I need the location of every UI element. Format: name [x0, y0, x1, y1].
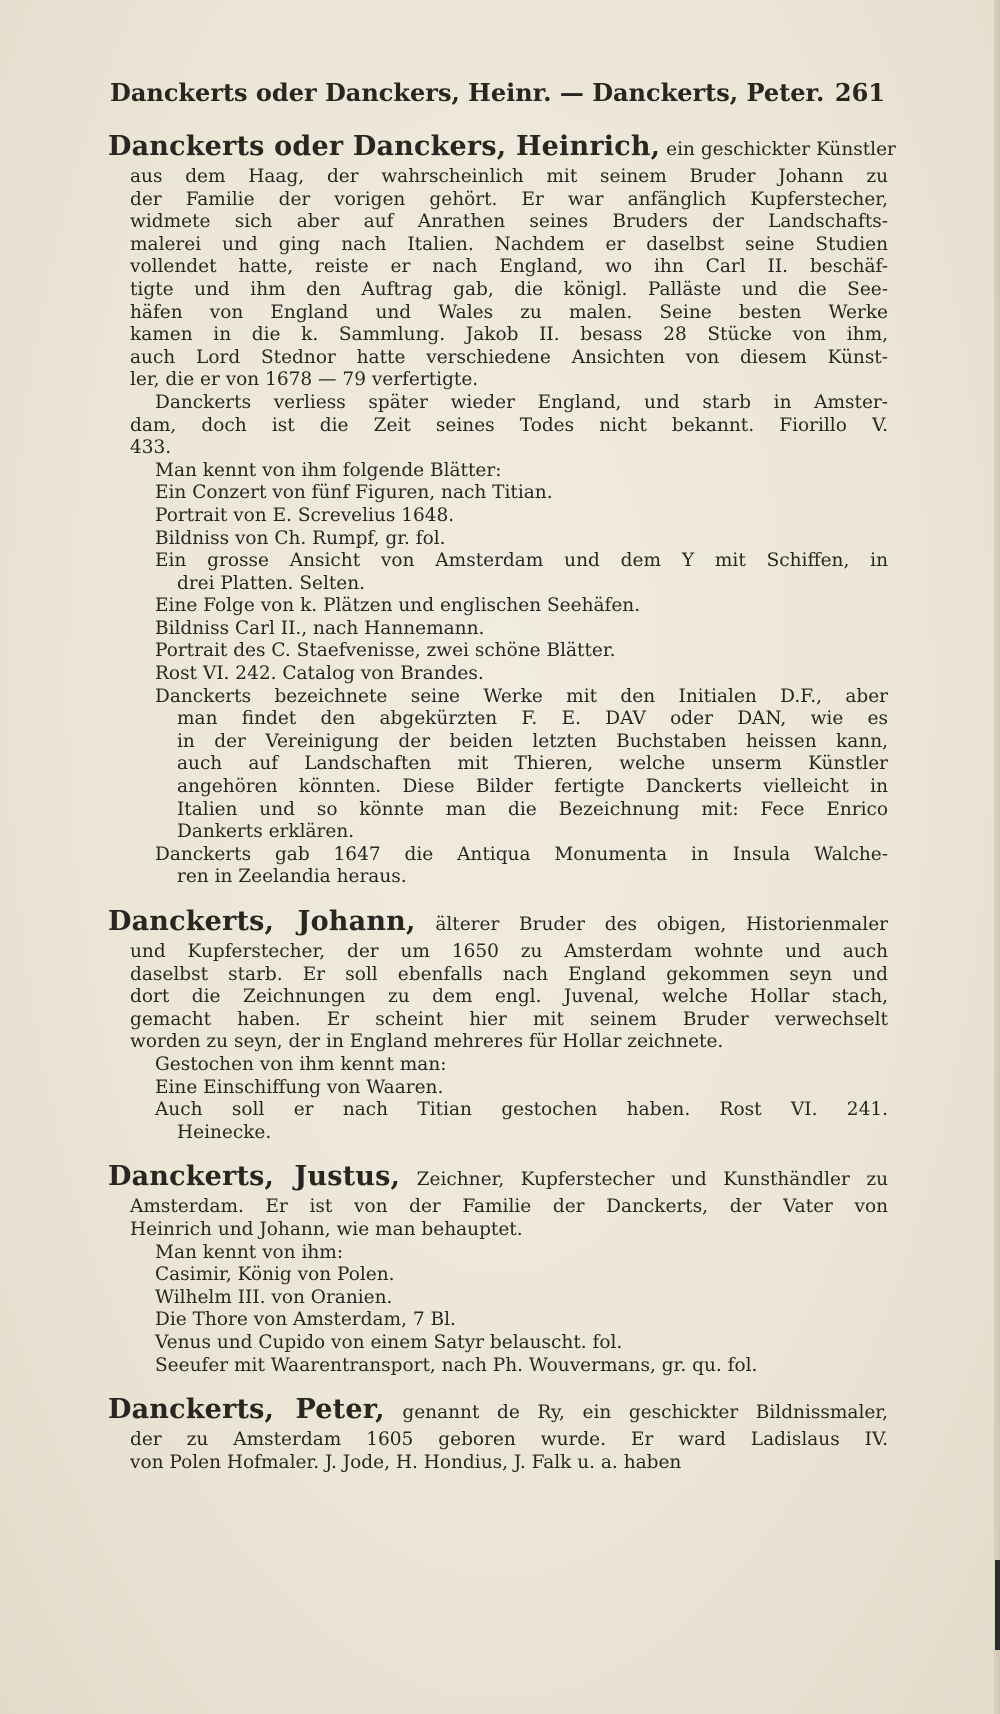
- work-line: Italien und so könnte man die Bezeichnung mit: Fece Enrico: [177, 798, 888, 820]
- text-line: dort die Zeichnungen zu dem engl. Juvenal, welche Hollar stach,: [130, 986, 888, 1008]
- running-head-title: Danckerts oder Danckers, Heinr. — Danckerts, Peter.: [110, 78, 825, 107]
- work-line: Bildniss Carl II., nach Hannemann.: [155, 617, 485, 639]
- entry: [108, 131, 896, 889]
- work-line: Dankerts erklären.: [177, 821, 355, 843]
- work-line: Seeufer mit Waarentransport, nach Ph. Wouvermans, gr. qu. fol.: [155, 1354, 758, 1376]
- text-line: gemacht haben. Er scheint hier mit seinem Bruder verwechselt: [130, 1008, 888, 1030]
- entry: [108, 907, 888, 1144]
- entry: [108, 1395, 888, 1474]
- text-line: kamen in die k. Sammlung. Jakob II. besass 28 Stücke von ihm,: [130, 324, 888, 346]
- work-line: drei Platten. Selten.: [177, 572, 366, 594]
- work-line: Venus und Cupido von einem Satyr belauscht. fol.: [155, 1331, 623, 1353]
- text-line: dam, doch ist die Zeit seines Todes nicht bekannt. Fiorillo V.: [130, 414, 888, 436]
- entry-headword: Danckerts oder Danckers, Heinrich,: [108, 131, 661, 162]
- work-line: Bildniss von Ch. Rumpf, gr. fol.: [155, 527, 446, 549]
- text-line: vollendet hatte, reiste er nach England, wo ihn Carl II. beschäf-: [130, 256, 888, 278]
- work-line: Danckerts gab 1647 die Antiqua Monumenta in Insula Walche-: [155, 843, 888, 865]
- work-line: Casimir, König von Polen.: [155, 1264, 395, 1286]
- list-intro: Man kennt von ihm folgende Blätter:: [155, 459, 502, 481]
- text-line: auch Lord Stednor hatte verschiedene Ansichten von diesem Künst-: [130, 346, 888, 368]
- text-line: aus dem Haag, der wahrscheinlich mit seinem Bruder Johann zu: [130, 166, 888, 187]
- entry-head-line: [108, 1162, 888, 1196]
- text-line: der zu Amsterdam 1605 geboren wurde. Er ward Ladislaus IV.: [130, 1429, 888, 1451]
- text-line: ler, die er von 1678 — 79 verfertigte.: [130, 369, 479, 391]
- work-line: angehören könnten. Diese Bilder fertigte Danckerts vielleicht in: [177, 776, 888, 798]
- text-line: Heinrich und Johann, wie man behauptet.: [130, 1218, 523, 1240]
- work-line: Portrait des C. Staefvenisse, zwei schöne Blätter.: [155, 640, 616, 662]
- page-number: 261: [834, 78, 885, 107]
- text-line: tigte und ihm den Auftrag gab, die königl. Palläste und die See-: [130, 278, 888, 300]
- work-line: Eine Einschiffung von Waaren.: [155, 1076, 444, 1098]
- work-line: Ein grosse Ansicht von Amsterdam und dem Y mit Schiffen, in: [155, 550, 888, 572]
- text-line: und Kupferstecher, der um 1650 zu Amsterdam wohnte und auch: [130, 941, 888, 962]
- work-line: Wilhelm III. von Oranien.: [155, 1286, 393, 1308]
- entry-head-rest: Zeichner, Kupferstecher und Kunsthändler zu: [416, 1169, 888, 1191]
- work-line: ren in Zeelandia heraus.: [177, 866, 407, 888]
- text-line: der Familie der vorigen gehört. Er war anfänglich Kupferstecher,: [130, 188, 888, 210]
- page-edge: [994, 0, 1000, 1714]
- work-line: auch auf Landschaften mit Thieren, welche unserm Künstler: [177, 753, 888, 775]
- work-line: in der Vereinigung der beiden letzten Buchstaben heissen kann,: [177, 730, 888, 752]
- entry-headword: Danckerts, Peter,: [108, 1394, 385, 1426]
- entry-headword: Danckerts, Johann,: [108, 906, 416, 937]
- work-line: man findet den abgekürzten F. E. DAV oder DAN, wie es: [177, 708, 888, 730]
- work-line: Ein Conzert von fünf Figuren, nach Titian.: [155, 482, 553, 504]
- work-line: Heinecke.: [177, 1121, 272, 1143]
- work-line: Die Thore von Amsterdam, 7 Bl.: [155, 1309, 456, 1331]
- list-intro: Man kennt von ihm:: [155, 1241, 344, 1263]
- work-line: Auch soll er nach Titian gestochen haben. Rost VI. 241.: [155, 1099, 888, 1121]
- text-block: [108, 131, 896, 1492]
- edge-mark: [995, 1560, 1000, 1650]
- entry-head-line: [108, 907, 888, 941]
- text-line: Danckerts verliess später wieder England, und starb in Amster-: [155, 391, 888, 413]
- entry-headword: Danckerts, Justus,: [108, 1161, 401, 1193]
- work-line: Eine Folge von k. Plätzen und englischen Seehäfen.: [155, 595, 641, 617]
- work-line: Danckerts bezeichnete seine Werke mit den Initialen D.F., aber: [155, 685, 888, 707]
- text-line: widmete sich aber auf Anrathen seines Bruders der Landschafts-: [130, 211, 888, 233]
- entry-head-line: [108, 131, 896, 166]
- entry-head-rest: genannt de Ry, ein geschickter Bildnissmaler,: [402, 1402, 888, 1424]
- entry-head-rest: ein geschickter Künstler: [666, 139, 896, 160]
- text-line: häfen von England und Wales zu malen. Seine besten Werke: [130, 301, 888, 323]
- text-line: von Polen Hofmaler. J. Jode, H. Hondius, J. Falk u. a. haben: [130, 1451, 682, 1473]
- work-line: Portrait von E. Screvelius 1648.: [155, 504, 455, 526]
- entry-head-line: [108, 1395, 888, 1429]
- list-intro: Gestochen von ihm kennt man:: [155, 1053, 447, 1075]
- text-line: 433.: [130, 437, 172, 459]
- text-line: daselbst starb. Er soll ebenfalls nach England gekommen seyn und: [130, 963, 888, 985]
- entry-head-rest: älterer Bruder des obigen, Historienmaler: [435, 914, 888, 935]
- text-line: malerei und ging nach Italien. Nachdem er daselbst seine Studien: [130, 233, 888, 255]
- text-line: Amsterdam. Er ist von der Familie der Danckerts, der Vater von: [130, 1196, 888, 1218]
- work-line: Rost VI. 242. Catalog von Brandes.: [155, 663, 484, 685]
- entry: [108, 1162, 888, 1377]
- text-line: worden zu seyn, der in England mehreres für Hollar zeichnete.: [130, 1031, 724, 1053]
